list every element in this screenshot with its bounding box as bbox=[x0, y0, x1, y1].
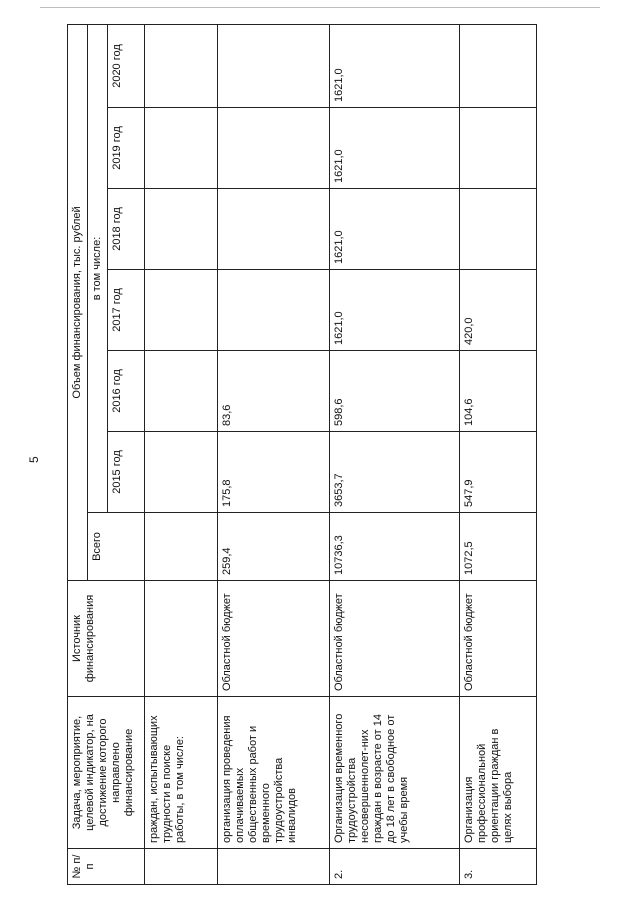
header-year: 2015 год bbox=[108, 432, 145, 513]
row-year-value bbox=[218, 24, 330, 107]
row-year-value: 420,0 bbox=[460, 270, 537, 351]
rotated-page bbox=[24, 25, 584, 885]
row-year-value bbox=[218, 189, 330, 270]
row-year-value bbox=[145, 24, 218, 107]
header-num: № п/п bbox=[68, 849, 145, 885]
header-year: 2016 год bbox=[108, 351, 145, 432]
row-source: Областной бюджет bbox=[460, 581, 537, 697]
funding-table bbox=[67, 24, 537, 885]
row-source bbox=[145, 581, 218, 697]
row-num bbox=[145, 849, 218, 885]
table-row bbox=[218, 24, 330, 884]
row-num: 3. bbox=[460, 849, 537, 885]
row-year-value: 83,6 bbox=[218, 351, 330, 432]
header-task: Задача, мероприятие, целевой индикатор, на достижение которого направлено финансирование bbox=[68, 697, 145, 849]
table-row bbox=[145, 24, 218, 884]
row-year-value bbox=[218, 270, 330, 351]
row-task: Организация профессиональной ориентации граждан в целях выбора bbox=[460, 697, 537, 849]
row-total: 259,4 bbox=[218, 513, 330, 581]
row-source: Областной бюджет bbox=[218, 581, 330, 697]
row-source: Областной бюджет bbox=[330, 581, 460, 697]
row-year-value: 1621,0 bbox=[330, 108, 460, 189]
row-num bbox=[218, 849, 330, 885]
header-including: в том числе: bbox=[88, 24, 108, 512]
header-row bbox=[68, 24, 88, 884]
header-year: 2018 год bbox=[108, 189, 145, 270]
row-year-value bbox=[460, 108, 537, 189]
row-year-value: 3653,7 bbox=[330, 432, 460, 513]
header-year: 2017 год bbox=[108, 270, 145, 351]
row-year-value: 1621,0 bbox=[330, 270, 460, 351]
row-num: 2. bbox=[330, 849, 460, 885]
row-year-value bbox=[145, 270, 218, 351]
row-task: Организация временного трудоустройства несовершеннолет-них граждан в возрасте от 14 до 18 лет в свободное от учебы время bbox=[330, 697, 460, 849]
row-year-value bbox=[460, 189, 537, 270]
row-total: 10736,3 bbox=[330, 513, 460, 581]
page-number: 5 bbox=[27, 456, 41, 463]
row-year-value bbox=[460, 24, 537, 107]
row-year-value bbox=[218, 108, 330, 189]
table-row bbox=[460, 24, 537, 884]
row-year-value: 1621,0 bbox=[330, 189, 460, 270]
row-year-value bbox=[145, 189, 218, 270]
scan-edge-line bbox=[40, 7, 600, 8]
header-year: 2019 год bbox=[108, 108, 145, 189]
row-year-value: 598,6 bbox=[330, 351, 460, 432]
row-year-value bbox=[145, 351, 218, 432]
row-year-value bbox=[145, 108, 218, 189]
row-year-value: 547,9 bbox=[460, 432, 537, 513]
row-year-value: 104,6 bbox=[460, 351, 537, 432]
row-task: граждан, испытывающих трудности в поиске работы, в том числе: bbox=[145, 697, 218, 849]
row-year-value bbox=[145, 432, 218, 513]
table-row bbox=[330, 24, 460, 884]
header-total: Всего bbox=[88, 513, 145, 581]
header-funding-title: Объем финансирования, тыс. рублей bbox=[68, 24, 88, 580]
row-year-value: 1621,0 bbox=[330, 24, 460, 107]
row-total: 1072,5 bbox=[460, 513, 537, 581]
row-year-value: 175,8 bbox=[218, 432, 330, 513]
header-year: 2020 год bbox=[108, 24, 145, 107]
row-total bbox=[145, 513, 218, 581]
row-task: организация проведения оплачиваемых общественных работ и временного трудоустройства инвалидов bbox=[218, 697, 330, 849]
header-source: Источник финансирования bbox=[68, 581, 145, 697]
